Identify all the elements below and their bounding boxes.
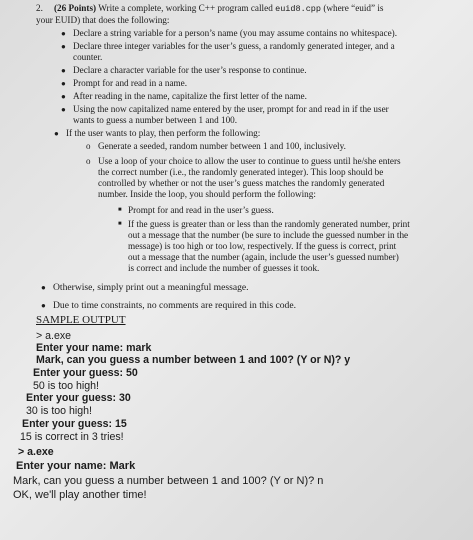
sample-line: 50 is too high! (33, 380, 99, 392)
sample-line: Enter your guess: 50 (33, 367, 138, 379)
bullet-icon: ● (41, 301, 46, 310)
play-list-item (54, 128, 456, 139)
bullet-icon: ● (54, 129, 59, 138)
sample-line: > a.exe (36, 330, 72, 342)
question-number: 2. (36, 3, 43, 13)
sample-line: Enter your name: mark (36, 342, 152, 354)
list-item: ● Using the now capitalized name entered by the user, prompt for and read in if the user wants to guess a number between 1 and 100. (61, 104, 389, 125)
sample-line: Mark, can you guess a number between 1 and 100? (Y or N)? n (13, 475, 324, 487)
bullet-icon: ● (61, 92, 66, 101)
list-item: ● Declare a string variable for a person’s name (you may assume contains no whitespace). (61, 28, 397, 38)
sample-line: Enter your guess: 15 (22, 418, 127, 430)
bullet-icon: ● (41, 283, 46, 292)
list-item: ● Prompt for and read in a name. (61, 78, 188, 88)
sample-line: Mark, can you guess a number between 1 and 100? (Y or N)? y (36, 354, 351, 366)
bullet-icon: ● (61, 105, 66, 114)
sample-line: OK, we'll play another time! (13, 489, 147, 501)
question-intro-b: (where “euid” is (321, 3, 384, 13)
circle-bullet-icon: o (86, 156, 91, 166)
question-intro-a: Write a complete, working C++ program called (96, 3, 276, 13)
circle-bullet-icon: o (86, 141, 91, 151)
sample-line: 30 is too high! (26, 405, 92, 417)
bullet-icon: ● (61, 79, 66, 88)
list-item: ● Declare three integer variables for the user’s guess, a randomly generated integer, and a counter. (61, 41, 395, 62)
square-bullet-icon: ■ (118, 221, 122, 227)
sub-list-item: o Generate a seeded, random number between 1 and 100, inclusively. (86, 141, 346, 151)
sample-line: Enter your guess: 30 (26, 392, 131, 404)
list-item: ● Due to time constraints, no comments are required in this code. (41, 300, 296, 311)
sample-line: 15 is correct in 3 tries! (20, 431, 124, 443)
requirements-list (61, 28, 453, 127)
question-intro-line2: your EUID) that does the following: (36, 15, 170, 25)
question-points: (26 Points) (54, 3, 97, 13)
sub-sub-list (118, 205, 464, 274)
sample-line: Enter your name: Mark (16, 460, 136, 472)
bullet-icon: ● (61, 66, 66, 75)
bullet-icon: ● (61, 29, 66, 38)
list-item: ● Otherwise, simply print out a meaningful message. (41, 282, 249, 293)
list-item: ● After reading in the name, capitalize the first letter of the name. (61, 91, 307, 101)
sub-sub-list-item: ■ Prompt for and read in the user’s guess. (118, 205, 274, 215)
sub-sub-list-item: ■ If the guess is greater than or less than the randomly generated number, print out a message that the number (be sure to include the guessed number in the message) is too high or too low, respectively. If the guess is correct, print out a message that the number (again, include the user’s guessed number) is correct and include the number of guesses it took. (118, 219, 410, 273)
bottom-list (41, 282, 453, 312)
list-item: ● Declare a character variable for the user’s response to continue. (61, 65, 307, 75)
filename: euid8.cpp (275, 4, 322, 14)
sample-output-heading: SAMPLE OUTPUT (36, 314, 126, 326)
bullet-icon: ● (61, 42, 66, 51)
list-item: ● If the user wants to play, then perform the following: (54, 128, 261, 138)
sample-line: > a.exe (18, 446, 54, 458)
question-header (36, 3, 456, 26)
sub-list (86, 141, 458, 200)
square-bullet-icon: ■ (118, 207, 122, 213)
sub-list-item: o Use a loop of your choice to allow the user to continue to guess until he/she enters the correct number (i.e., the randomly generated integer). This loop should be controlled by whether or not the user’s guess matches the randomly generated number. Inside the loop, you should perform the following: (86, 156, 401, 199)
